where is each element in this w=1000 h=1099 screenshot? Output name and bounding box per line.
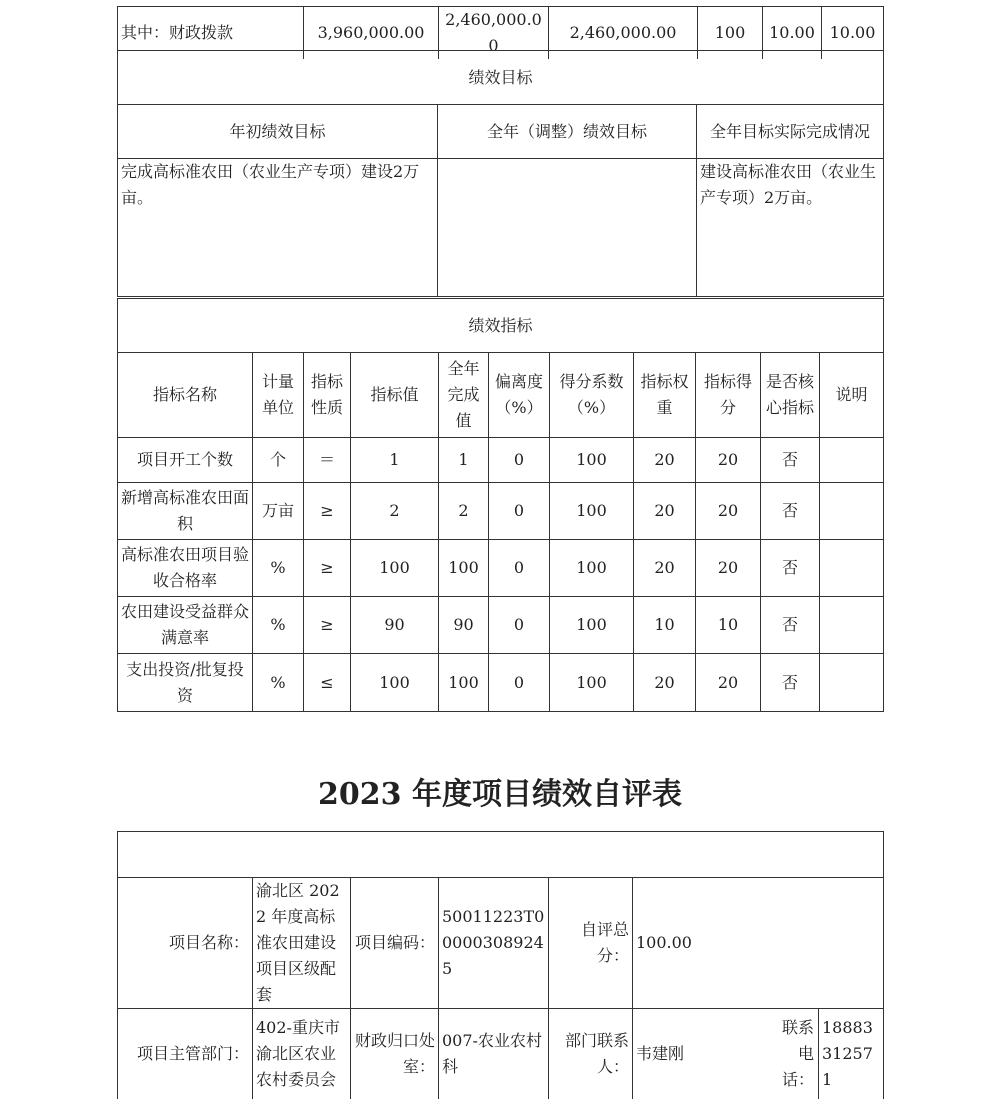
score-label: 自评总分：	[549, 878, 633, 1009]
indicator-score: 20	[696, 438, 761, 483]
indicator-note	[820, 540, 884, 597]
indicator-actual: 100	[439, 654, 489, 712]
indicator-name: 新增高标准农田面积	[118, 483, 253, 540]
indicator-name: 支出投资/批复投资	[118, 654, 253, 712]
header-cell: 指标名称	[118, 353, 253, 438]
goals-table	[117, 50, 884, 297]
indicator-value: 2	[351, 483, 439, 540]
indicator-coefficient: 100	[550, 597, 634, 654]
header-cell: 指标得分	[696, 353, 761, 438]
dept-value: 402-重庆市渝北区农业农村委员会	[253, 1009, 351, 1099]
indicator-core: 否	[761, 654, 820, 712]
header-cell: 指标性质	[304, 353, 351, 438]
indicator-weight: 20	[634, 654, 696, 712]
indicator-type: ＝	[304, 438, 351, 483]
indicators-table	[117, 298, 884, 712]
indicator-weight: 10	[634, 597, 696, 654]
indicator-weight: 20	[634, 540, 696, 597]
header-cell: 指标权重	[634, 353, 696, 438]
table-row	[118, 654, 884, 712]
goals-col-adjusted: 全年（调整）绩效目标	[438, 105, 697, 159]
indicator-unit: 个	[253, 438, 304, 483]
funding-value: 2,460,000.00	[549, 7, 698, 60]
indicator-value: 100	[351, 540, 439, 597]
indicator-note	[820, 483, 884, 540]
indicator-actual: 100	[439, 540, 489, 597]
goals-actual-text: 建设高标准农田（农业生产专项）2万亩。	[697, 159, 884, 297]
indicator-type: ≥	[304, 597, 351, 654]
header-cell: 偏离度（%）	[489, 353, 550, 438]
indicator-unit: 万亩	[253, 483, 304, 540]
indicator-deviation: 0	[489, 540, 550, 597]
indicators-header-row	[118, 353, 884, 438]
indicator-actual: 1	[439, 438, 489, 483]
indicator-coefficient: 100	[550, 483, 634, 540]
table-row	[118, 540, 884, 597]
goals-adjusted-text	[438, 159, 697, 297]
project-name-value: 渝北区 2022 年度高标准农田建设项目区级配套	[253, 878, 351, 1009]
indicator-deviation: 0	[489, 438, 550, 483]
funding-value: 3,960,000.00	[304, 7, 439, 60]
indicator-core: 否	[761, 483, 820, 540]
indicator-unit: %	[253, 597, 304, 654]
finance-value: 007-农业农村科	[439, 1009, 549, 1099]
indicator-actual: 2	[439, 483, 489, 540]
funding-value: 2,460,000.00	[439, 7, 549, 60]
blank-row	[118, 832, 884, 878]
indicator-name: 项目开工个数	[118, 438, 253, 483]
indicator-coefficient: 100	[550, 654, 634, 712]
goals-col-actual: 全年目标实际完成情况	[697, 105, 884, 159]
header-cell: 全年完成值	[439, 353, 489, 438]
dept-row	[118, 1009, 884, 1099]
indicator-note	[820, 438, 884, 483]
header-cell: 说明	[820, 353, 884, 438]
funding-value: 100	[698, 7, 763, 60]
indicator-weight: 20	[634, 438, 696, 483]
project-name-row	[118, 878, 884, 1009]
project-code-label: 项目编码：	[351, 878, 439, 1009]
header-cell: 是否核心指标	[761, 353, 820, 438]
indicator-unit: %	[253, 540, 304, 597]
header-cell: 计量单位	[253, 353, 304, 438]
score-value: 100.00	[633, 878, 884, 1009]
funding-value: 10.00	[763, 7, 822, 60]
project-info-table	[117, 831, 884, 1099]
contact-cell	[633, 1009, 819, 1099]
header-cell: 得分系数（%）	[550, 353, 634, 438]
indicator-unit: %	[253, 654, 304, 712]
goals-col-initial: 年初绩效目标	[118, 105, 438, 159]
indicator-note	[820, 654, 884, 712]
table-row	[118, 483, 884, 540]
indicator-core: 否	[761, 597, 820, 654]
indicator-deviation: 0	[489, 483, 550, 540]
indicator-name: 农田建设受益群众满意率	[118, 597, 253, 654]
indicator-core: 否	[761, 540, 820, 597]
indicator-value: 1	[351, 438, 439, 483]
phone-value: 18883312571	[819, 1009, 884, 1099]
indicator-coefficient: 100	[550, 438, 634, 483]
phone-label: 联系电话：	[781, 1017, 814, 1089]
finance-label: 财政归口处室：	[351, 1009, 439, 1099]
goals-section-title: 绩效目标	[118, 51, 884, 105]
indicator-name: 高标准农田项目验收合格率	[118, 540, 253, 597]
indicator-value: 100	[351, 654, 439, 712]
indicator-type: ≥	[304, 483, 351, 540]
table-row	[118, 597, 884, 654]
table-row	[118, 438, 884, 483]
indicator-core: 否	[761, 438, 820, 483]
indicator-score: 20	[696, 540, 761, 597]
indicator-deviation: 0	[489, 597, 550, 654]
project-code-value: 50011223T000003089245	[439, 878, 549, 1009]
funding-label: 其中：财政拨款	[118, 7, 304, 60]
page-title: 2023 年度项目绩效自评表	[318, 777, 682, 812]
contact-value: 韦建刚	[636, 1043, 685, 1063]
indicator-value: 90	[351, 597, 439, 654]
funding-value: 10.00	[822, 7, 884, 60]
indicator-score: 10	[696, 597, 761, 654]
indicator-note	[820, 597, 884, 654]
indicator-actual: 90	[439, 597, 489, 654]
indicator-score: 20	[696, 654, 761, 712]
indicators-section-title: 绩效指标	[118, 299, 884, 353]
indicator-score: 20	[696, 483, 761, 540]
dept-label: 项目主管部门：	[118, 1009, 253, 1099]
indicator-deviation: 0	[489, 654, 550, 712]
project-name-label: 项目名称：	[118, 878, 253, 1009]
contact-label: 部门联系人：	[549, 1009, 633, 1099]
indicator-coefficient: 100	[550, 540, 634, 597]
header-cell: 指标值	[351, 353, 439, 438]
indicator-type: ≥	[304, 540, 351, 597]
indicator-type: ≤	[304, 654, 351, 712]
goals-initial-text: 完成高标准农田（农业生产专项）建设2万亩。	[118, 159, 438, 297]
indicator-weight: 20	[634, 483, 696, 540]
